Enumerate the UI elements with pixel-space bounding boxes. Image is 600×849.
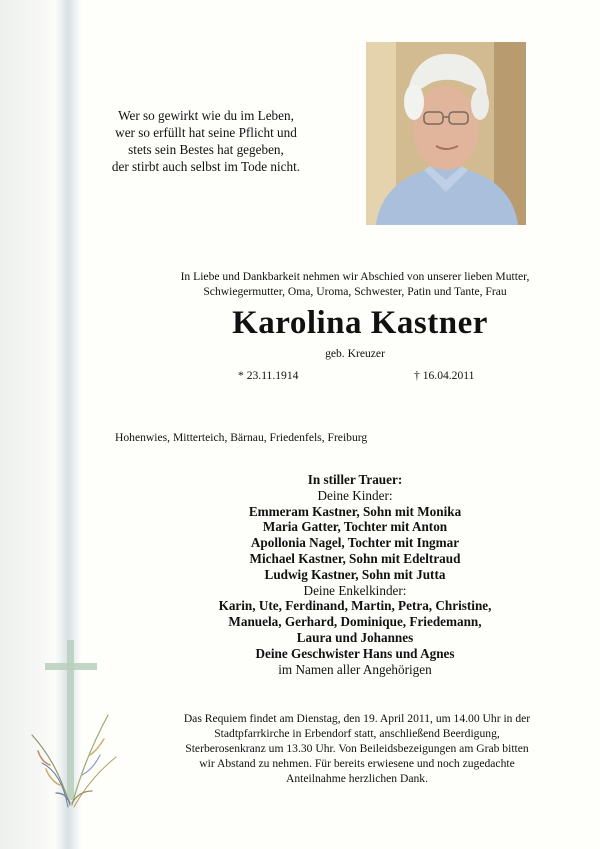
mourner-line: Michael Kastner, Sohn mit Edeltraud [249,550,461,566]
poem-line: stets sein Bestes hat gegeben, [128,142,284,157]
mourner-line: Laura und Johannes [296,629,414,645]
deceased-name: Karolina Kastner [232,305,488,341]
mourner-line: Ludwig Kastner, Sohn mit Jutta [264,566,446,582]
service-line: wir Abstand zu nehmen. Für bereits erwiesene und noch zugedachte [199,757,515,770]
mourner-line: Emmeram Kastner, Sohn mit Monika [248,503,462,519]
poem-line: Wer so gewirkt wie du im Leben, [118,108,294,123]
intro-line: Schwiegermutter, Oma, Uroma, Schwester, Patin und Tante, Frau [203,285,507,298]
places-list: Hohenwies, Mitterteich, Bärnau, Friedenfels, Freiburg [115,431,368,444]
maiden-name: geb. Kreuzer [325,347,385,360]
service-line: Anteilnahme herzlichen Dank. [286,772,428,785]
mourner-line: Maria Gatter, Tochter mit Anton [262,519,448,535]
service-notice [150,711,564,786]
mourner-line: Karin, Ute, Ferdinand, Martin, Petra, Christine, [218,598,492,614]
poem-line: wer so erfüllt hat seine Pflicht und [115,125,297,140]
portrait-photo [366,42,526,225]
mourners-heading: In stiller Trauer: [307,472,403,487]
cross-decoration [20,635,130,815]
mourner-line: Deine Geschwister Hans und Agnes [255,645,455,661]
cross-icon [45,640,97,800]
service-line: Stadtpfarrkirche in Erbendorf statt, anschließend Beerdigung, [214,727,500,740]
mourners-list [150,472,560,677]
mourner-line: Manuela, Gerhard, Dominique, Friedemann, [228,614,482,630]
service-line: Sterberosenkranz um 13.30 Uhr. Von Beileidsbezeigungen am Grab bitten [185,742,529,755]
mourners-closing: im Namen aller Angehörigen [278,661,432,677]
intro-text [140,269,570,299]
poem-line: der stirbt auch selbst im Tode nicht. [111,159,301,174]
service-line: Das Requiem findet am Dienstag, den 19. April 2011, um 14.00 Uhr in der [183,712,531,725]
intro-line: In Liebe und Dankbarkeit nehmen wir Abschied von unserer lieben Mutter, [180,270,530,283]
mourners-section-label: Deine Enkelkinder: [303,582,407,598]
poem [92,107,320,175]
mourners-section-label: Deine Kinder: [317,487,393,503]
birth-date: * 23.11.1914 [238,369,299,382]
death-date: † 16.04.2011 [414,369,475,382]
portrait-image [366,42,526,225]
mourner-line: Apollonia Nagel, Tochter mit Ingmar [250,535,460,551]
